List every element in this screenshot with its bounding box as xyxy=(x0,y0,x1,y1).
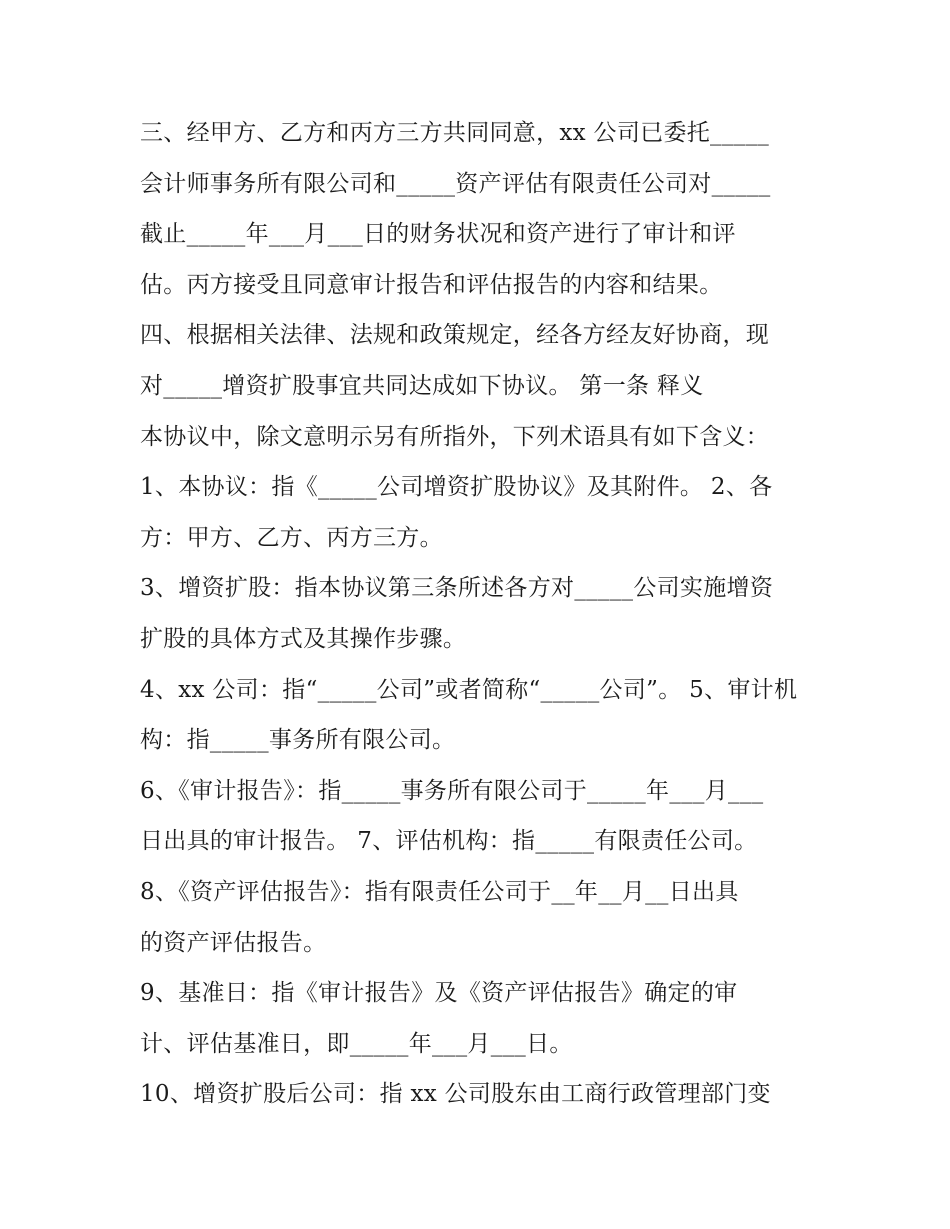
text-line: 的资产评估报告。 xyxy=(140,929,327,956)
text-line: 4、xx 公司：指“_____公司”或者简称“_____公司”。 5、审计机 xyxy=(140,676,798,703)
text-line: 8、《资产评估报告》：指有限责任公司于__年__月__日出具 xyxy=(140,878,739,905)
text-line: 本协议中，除文意明示另有所指外，下列术语具有如下含义： xyxy=(140,423,770,450)
text-line: 方：甲方、乙方、丙方三方。 xyxy=(140,524,443,551)
text-line: 构：指_____事务所有限公司。 xyxy=(140,727,456,754)
text-line: 3、增资扩股：指本协议第三条所述各方对_____公司实施增资 xyxy=(140,575,774,602)
text-line: 扩股的具体方式及其操作步骤。 xyxy=(140,625,467,652)
text-line: 日出具的审计报告。 7、评估机构：指_____有限责任公司。 xyxy=(140,828,758,855)
text-line: 1、本协议：指《_____公司增资扩股协议》及其附件。 2、各 xyxy=(140,474,773,501)
text-line: 截止_____年___月___日的财务状况和资产进行了审计和评 xyxy=(140,221,736,248)
text-line: 9、基准日：指《审计报告》及《资产评估报告》确定的审 xyxy=(140,980,738,1007)
text-line: 10、增资扩股后公司：指 xx 公司股东由工商行政管理部门变 xyxy=(140,1081,771,1108)
agreement-body-text xyxy=(140,108,830,1120)
text-line: 四、根据相关法律、法规和政策规定，经各方经友好协商，现 xyxy=(140,322,770,349)
text-line: 计、评估基准日，即_____年___月___日。 xyxy=(140,1030,573,1057)
text-line: 会计师事务所有限公司和_____资产评估有限责任公司对_____ xyxy=(140,170,771,197)
text-line: 三、经甲方、乙方和丙方三方共同同意，xx 公司已委托_____ xyxy=(140,120,770,146)
text-line: 对_____增资扩股事宜共同达成如下协议。 第一条 释义 xyxy=(140,372,704,399)
text-line: 6、《审计报告》：指_____事务所有限公司于_____年___月___ xyxy=(140,777,764,804)
text-line: 估。丙方接受且同意审计报告和评估报告的内容和结果。 xyxy=(140,271,723,298)
